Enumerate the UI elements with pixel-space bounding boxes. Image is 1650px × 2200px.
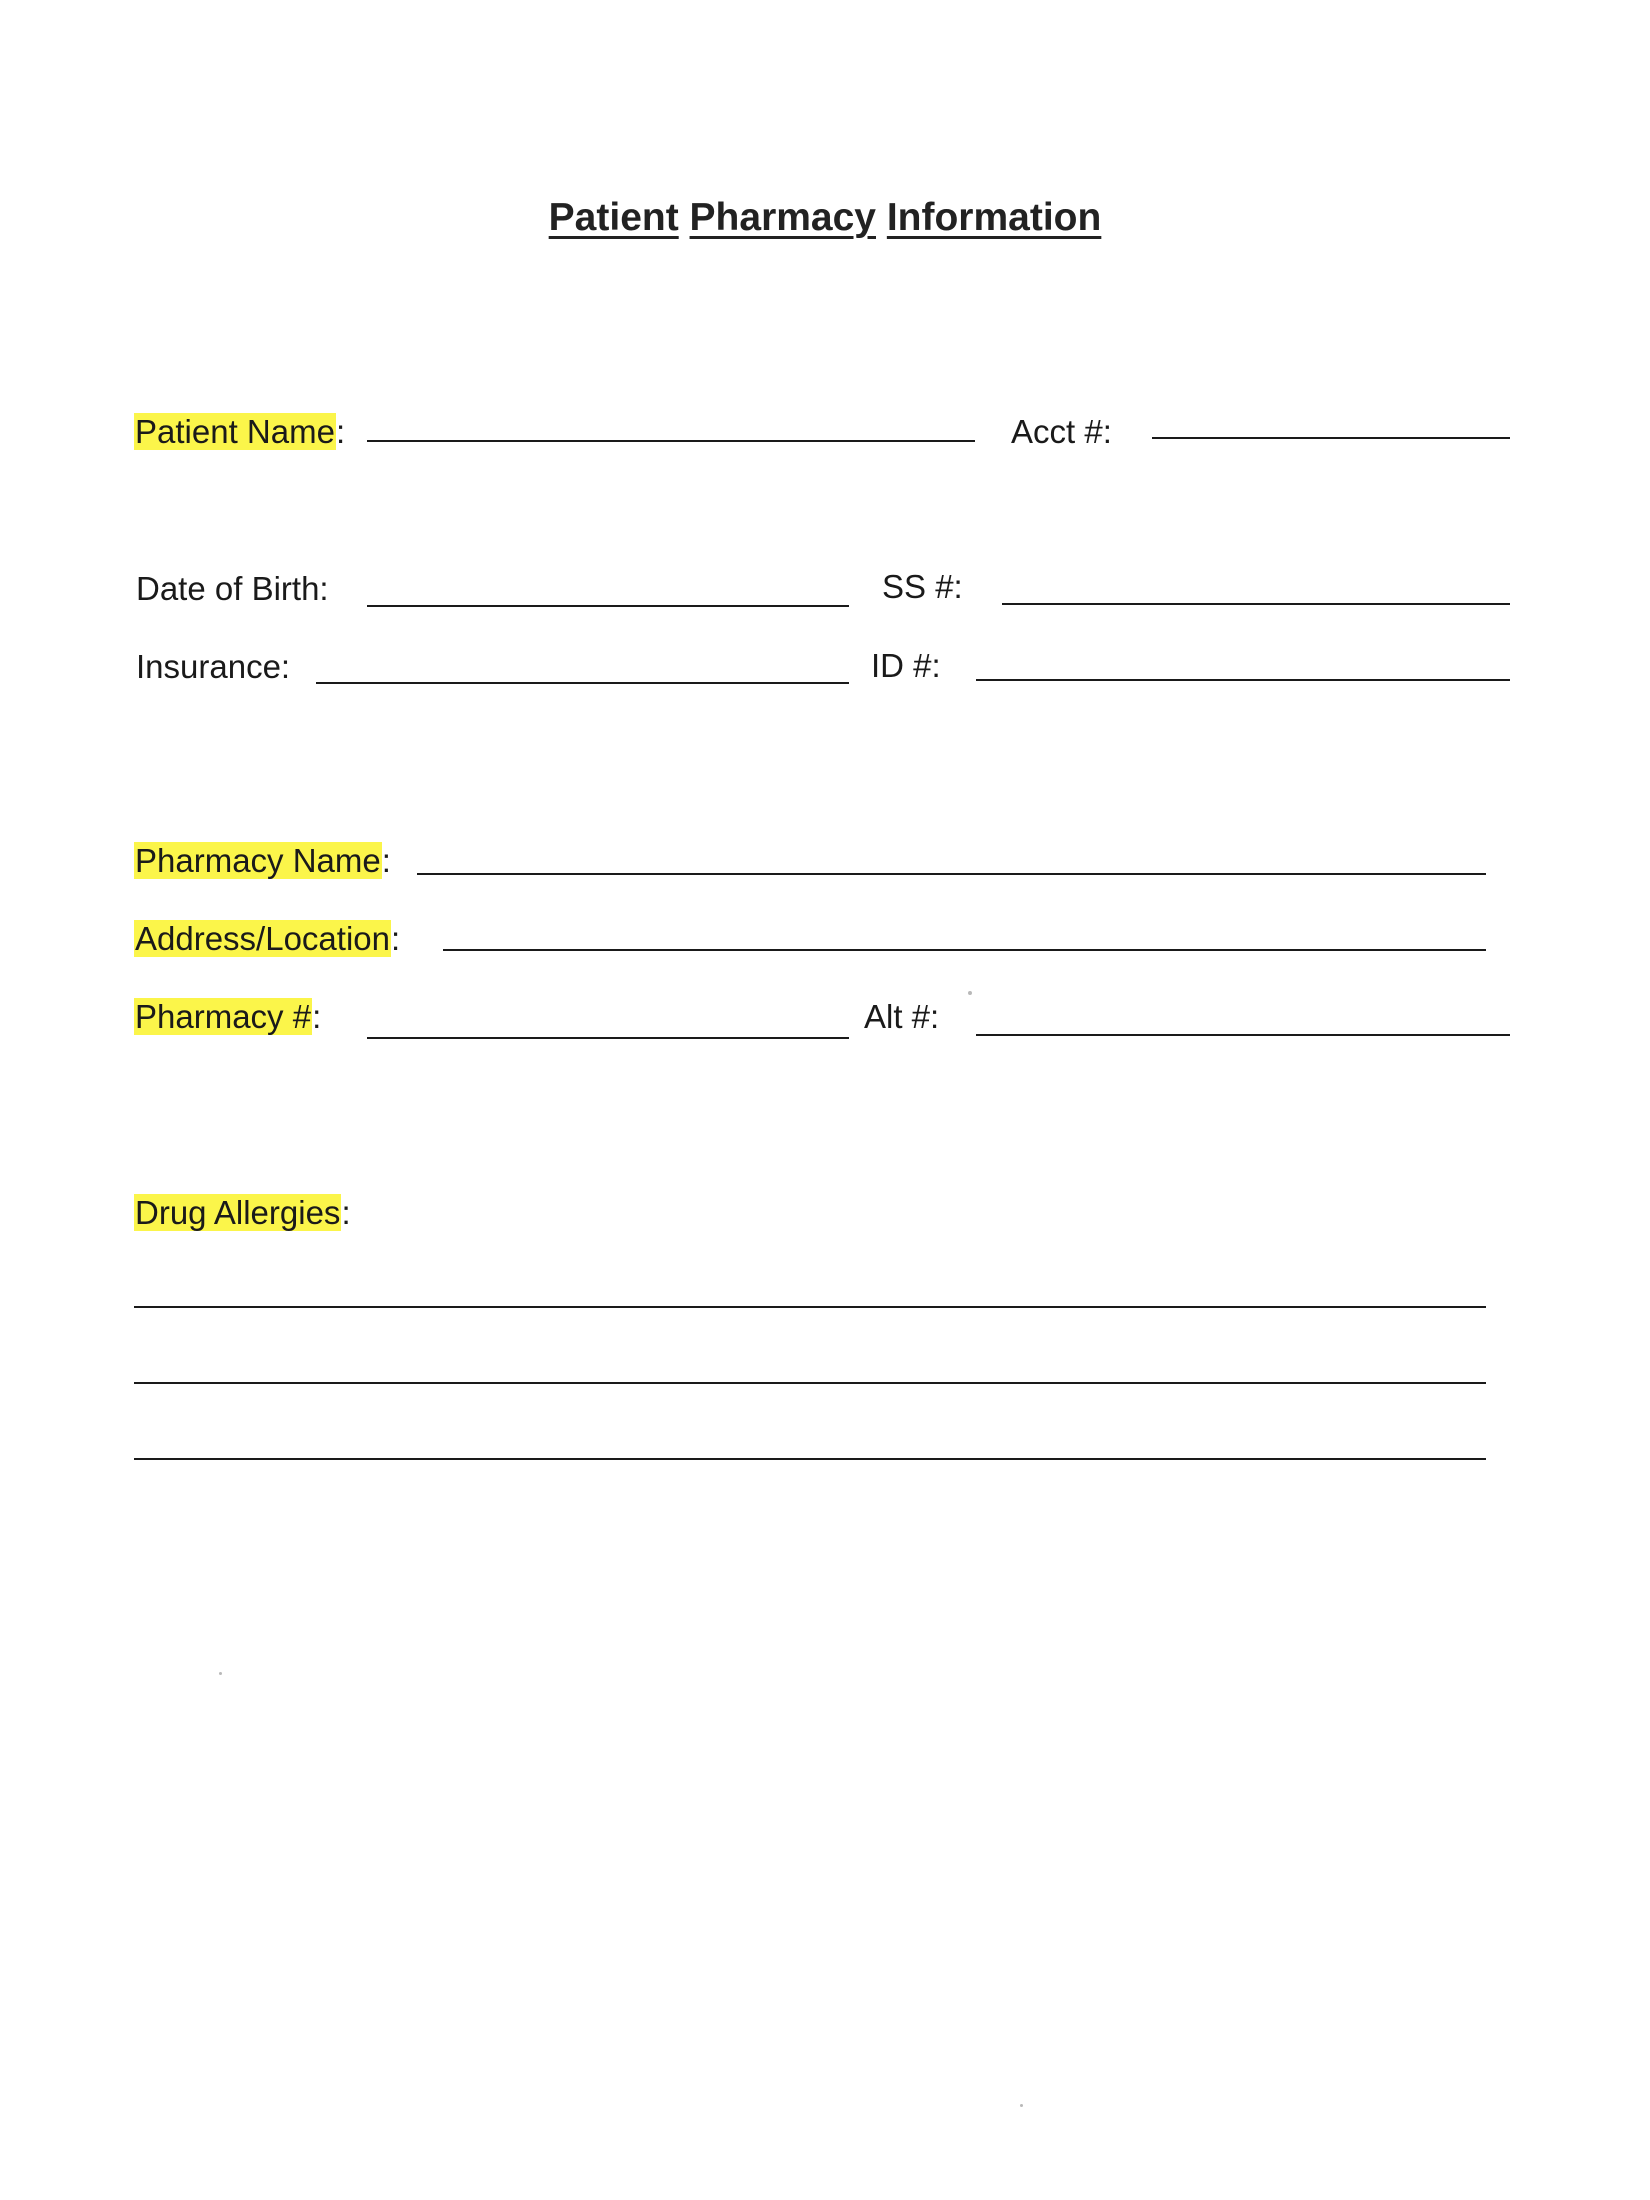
title-word-patient: Patient [548, 196, 679, 239]
dob-label: Date of Birth: [136, 570, 329, 607]
form-title [0, 196, 1650, 240]
id-label: ID #: [871, 647, 941, 684]
pharmacy-name-colon: : [381, 842, 391, 879]
scan-speck [1020, 2104, 1023, 2107]
pharmacy-number-colon: : [312, 998, 322, 1035]
patient-name-colon: : [335, 413, 346, 450]
ss-field[interactable] [1002, 603, 1510, 605]
ss-label: SS #: [882, 568, 963, 605]
dob-field[interactable] [367, 605, 849, 607]
pharmacy-name-label [134, 841, 391, 881]
acct-label: Acct #: [1011, 413, 1112, 450]
acct-field[interactable] [1152, 437, 1510, 439]
address-label [134, 919, 400, 959]
pharmacy-name-highlight: Pharmacy Name [135, 842, 381, 879]
pharmacy-name-field[interactable] [417, 873, 1486, 875]
drug-allergies-highlight: Drug Allergies [135, 1194, 341, 1231]
title-word-information: Information [886, 196, 1102, 239]
pharmacy-number-field[interactable] [367, 1037, 849, 1039]
patient-name-highlight: Patient Name [135, 413, 335, 450]
patient-name-field[interactable] [367, 440, 975, 442]
drug-allergies-label [134, 1193, 351, 1233]
alt-label: Alt #: [864, 998, 940, 1035]
address-field[interactable] [443, 949, 1486, 951]
drug-allergies-line-2[interactable] [134, 1382, 1486, 1384]
scan-speck [968, 991, 972, 995]
title-word-pharmacy: Pharmacy [689, 196, 876, 239]
insurance-field[interactable] [316, 682, 849, 684]
drug-allergies-line-3[interactable] [134, 1458, 1486, 1460]
alt-field[interactable] [976, 1034, 1510, 1036]
insurance-label: Insurance: [136, 648, 291, 685]
address-highlight: Address/Location [135, 920, 390, 957]
pharmacy-number-label [134, 997, 321, 1037]
scan-speck [219, 1672, 222, 1675]
patient-name-label [134, 412, 345, 452]
address-colon: : [391, 920, 401, 957]
id-field[interactable] [976, 679, 1510, 681]
drug-allergies-line-1[interactable] [134, 1306, 1486, 1308]
pharmacy-number-highlight: Pharmacy # [135, 998, 312, 1035]
drug-allergies-colon: : [341, 1194, 351, 1231]
